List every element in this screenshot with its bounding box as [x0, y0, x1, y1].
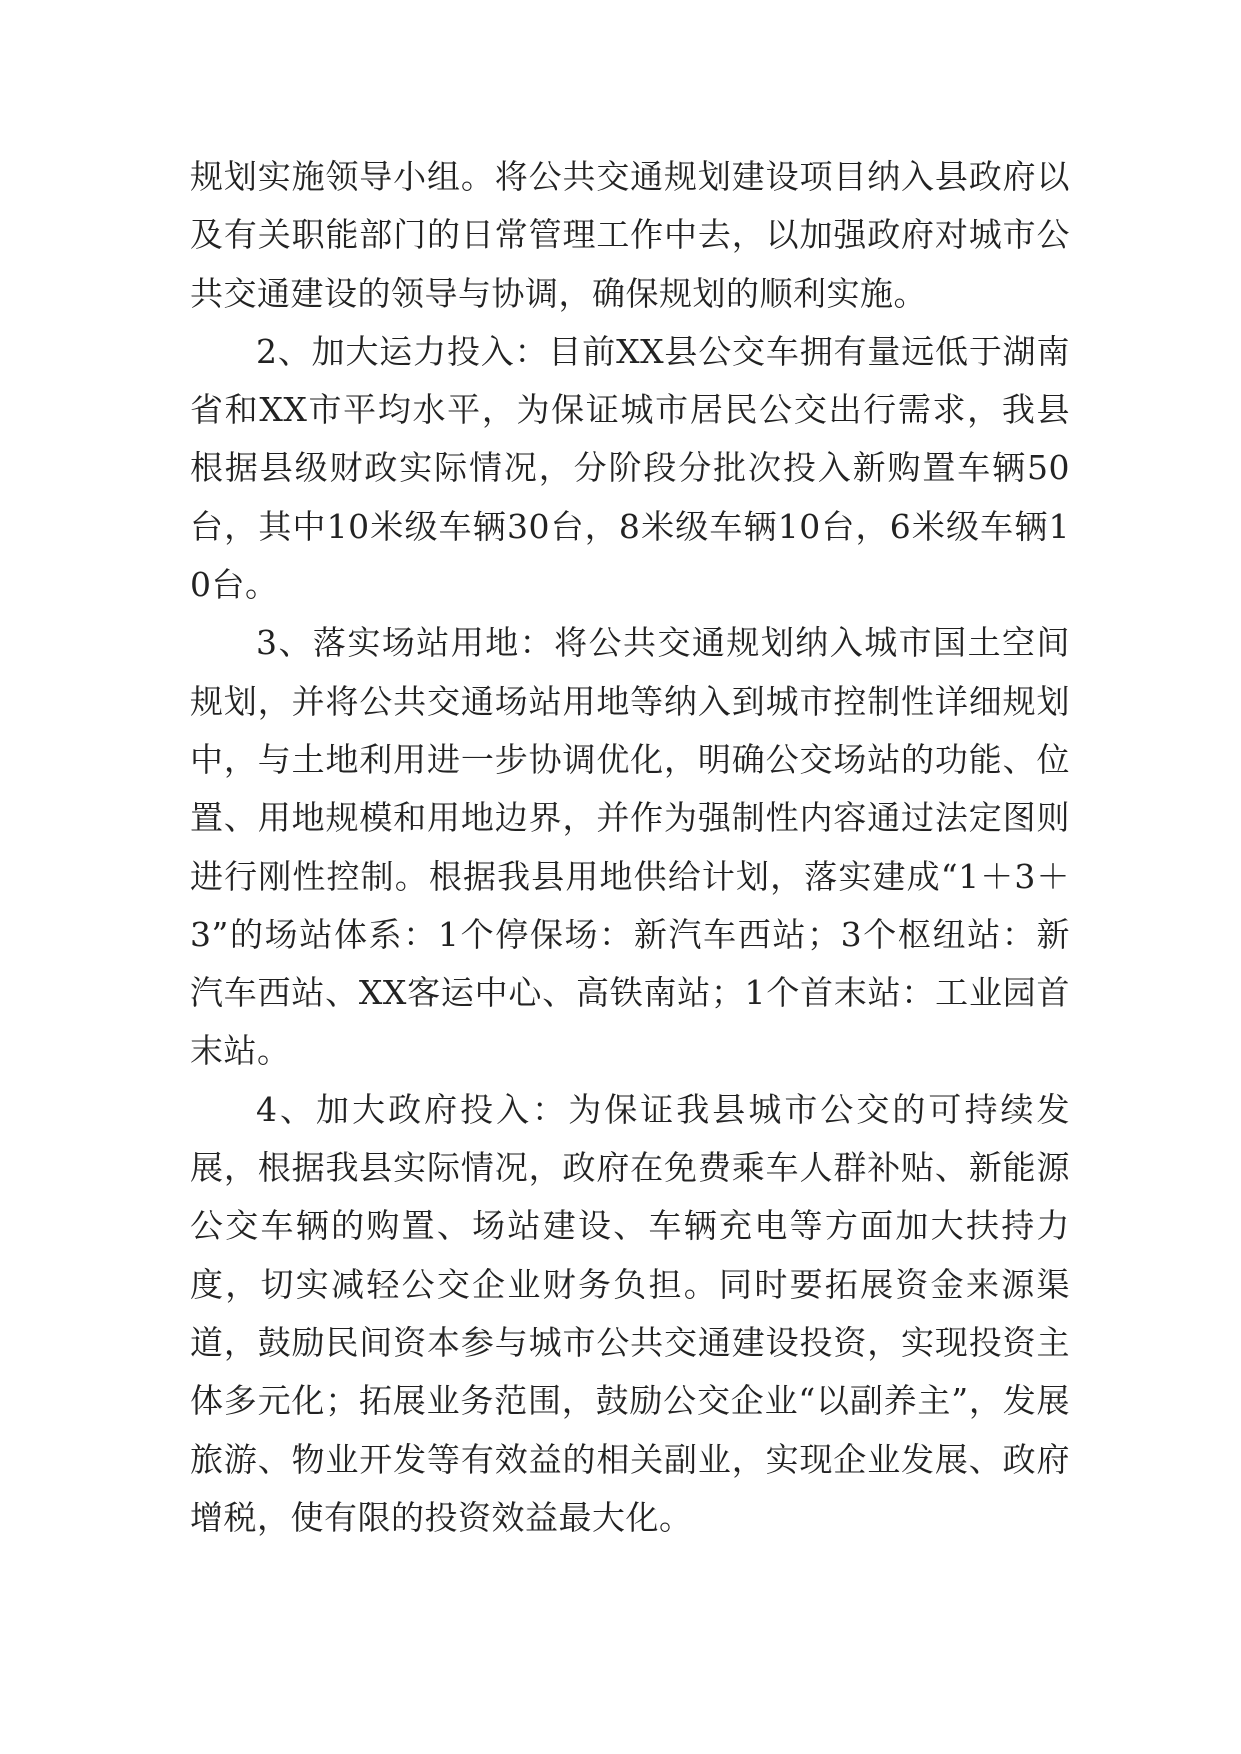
document-body — [190, 148, 1070, 1547]
paragraph-item-3: 3、落实场站用地：将公共交通规划纳入城市国土空间规划，并将公共交通场站用地等纳入到城市控制性详细规划中，与土地利用进一步协调优化，明确公交场站的功能、位置、用地规模和用地边界，并作为强制性内容通过法定图则进行刚性控制。根据我县用地供给计划，落实建成“1＋3＋3”的场站体系：1个停保场：新汽车西站；3个枢纽站：新汽车西站、XX客运中心、高铁南站；1个首末站：工业园首末站。 — [190, 623, 1070, 1071]
paragraph-intro-continuation: 规划实施领导小组。将公共交通规划建设项目纳入县政府以及有关职能部门的日常管理工作中去，以加强政府对城市公共交通建设的领导与协调，确保规划的顺利实施。 — [190, 157, 1070, 313]
paragraph-item-4: 4、加大政府投入：为保证我县城市公交的可持续发展，根据我县实际情况，政府在免费乘车人群补贴、新能源公交车辆的购置、场站建设、车辆充电等方面加大扶持力度，切实减轻公交企业财务负担。同时要拓展资金来源渠道，鼓励民间资本参与城市公共交通建设投资，实现投资主体多元化；拓展业务范围，鼓励公交企业“以副养主”，发展旅游、物业开发等有效益的相关副业，实现企业发展、政府增税，使有限的投资效益最大化。 — [190, 1089, 1070, 1537]
paragraph-item-2: 2、加大运力投入：目前XX县公交车拥有量远低于湖南省和XX市平均水平，为保证城市居民公交出行需求，我县根据县级财政实际情况，分阶段分批次投入新购置车辆50台，其中10米级车辆30台，8米级车辆10台，6米级车辆10台。 — [190, 331, 1070, 605]
